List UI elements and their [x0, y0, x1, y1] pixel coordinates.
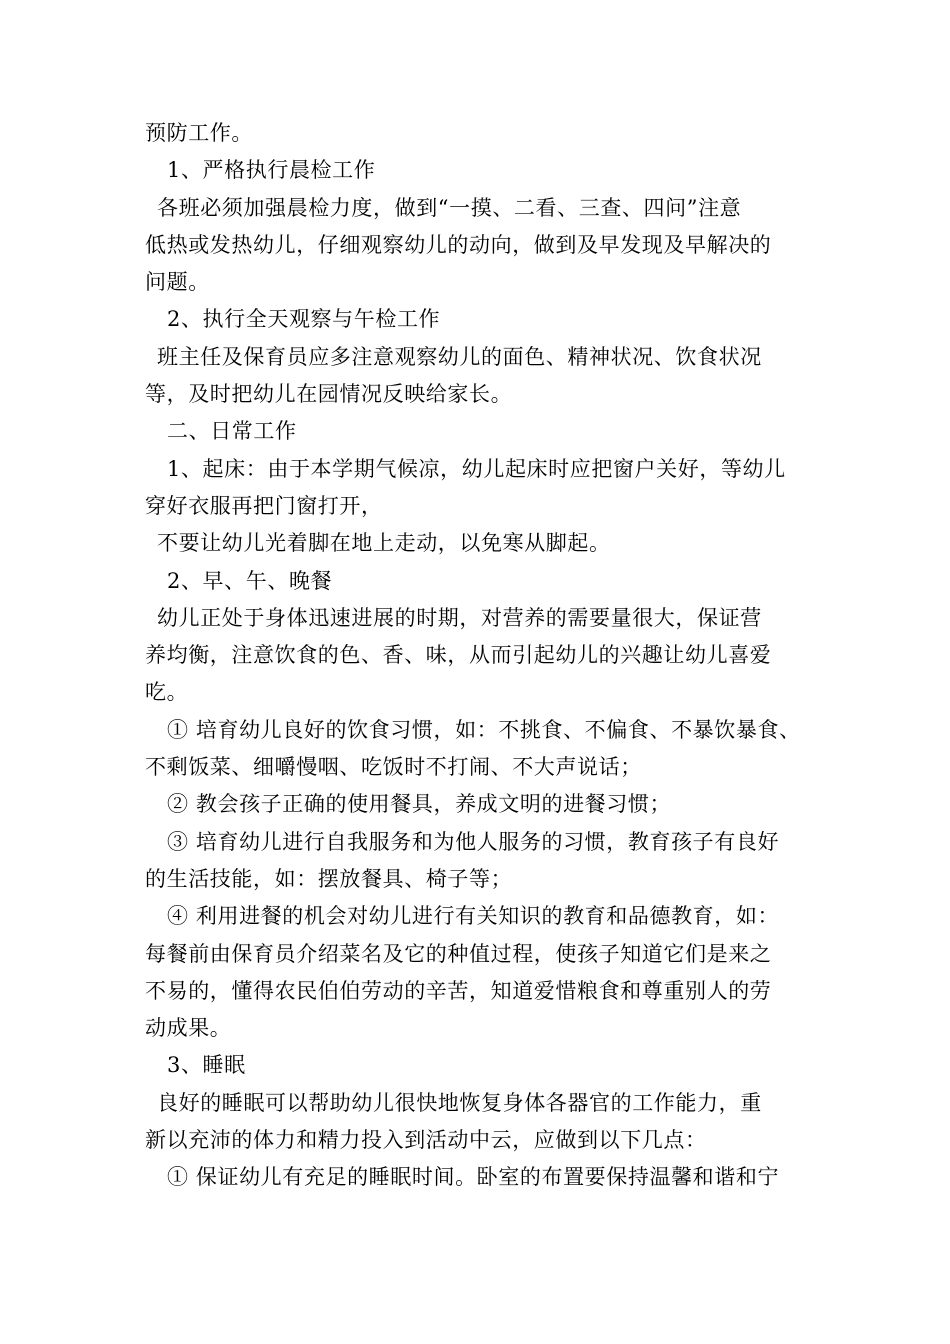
text-line: 幼儿正处于身体迅速进展的时期，对营养的需要量很大，保证营: [157, 605, 762, 630]
text-line: 动成果。: [145, 1016, 232, 1041]
list-item: ③ 培育幼儿进行自我服务和为他人服务的习惯，教育孩子有良好: [167, 829, 780, 854]
text-line: 不要让幼儿光着脚在地上走动，以免寒从脚起。: [157, 531, 611, 556]
document-body: [145, 115, 825, 1197]
list-item: ② 教会孩子正确的使用餐具，养成文明的进餐习惯；: [167, 792, 672, 817]
text-line: 预防工作。: [145, 121, 253, 145]
text-line: 1、起床：由于本学期气候凉，幼儿起床时应把窗户关好，等幼儿: [167, 456, 786, 481]
text-line: 班主任及保育员应多注意观察幼儿的面色、精神状况、饮食状况: [157, 344, 762, 369]
section-heading: 3、睡眠: [167, 1053, 246, 1078]
text-line: 等，及时把幼儿在园情况反映给家长。: [145, 382, 513, 407]
section-heading: 1、严格执行晨检工作: [167, 158, 376, 183]
text-line: 低热或发热幼儿，仔细观察幼儿的动向，做到及早发现及早解决的: [145, 232, 772, 257]
text-line: 良好的睡眠可以帮助幼儿很快地恢复身体各器官的工作能力，重: [157, 1090, 762, 1115]
section-heading: 2、执行全天观察与午检工作: [167, 307, 441, 332]
list-item: ① 保证幼儿有充足的睡眠时间。卧室的布置要保持温馨和谐和宁: [167, 1165, 780, 1190]
text-line: 各班必须加强晨检力度，做到“一摸、二看、三查、四问”注意: [157, 195, 742, 220]
text-line: 的生活技能，如：摆放餐具、椅子等；: [145, 866, 513, 891]
section-heading: 2、早、午、晚餐: [167, 568, 333, 593]
text-line: 每餐前由保育员介绍菜名及它的种值过程，使孩子知道它们是来之: [145, 941, 772, 966]
section-heading: 二、日常工作: [167, 419, 297, 444]
text-line: 吃。: [145, 680, 189, 705]
text-line: 不剩饭菜、细嚼慢咽、吃饭时不打闹、不大声说话；: [145, 755, 642, 780]
list-item: ① 培育幼儿良好的饮食习惯，如：不挑食、不偏食、不暴饮暴食、: [167, 717, 801, 742]
text-line: 问题。: [145, 270, 210, 295]
text-line: 不易的，懂得农民伯伯劳动的辛苦，知道爱惜粮食和尊重别人的劳: [145, 978, 772, 1003]
text-line: 穿好衣服再把门窗打开，: [145, 493, 383, 518]
text-line: 新以充沛的体力和精力投入到活动中云，应做到以下几点：: [145, 1128, 707, 1153]
text-line: 养均衡，注意饮食的色、香、味，从而引起幼儿的兴趣让幼儿喜爱: [145, 643, 772, 668]
list-item: ④ 利用进餐的机会对幼儿进行有关知识的教育和品德教育，如：: [167, 904, 780, 929]
